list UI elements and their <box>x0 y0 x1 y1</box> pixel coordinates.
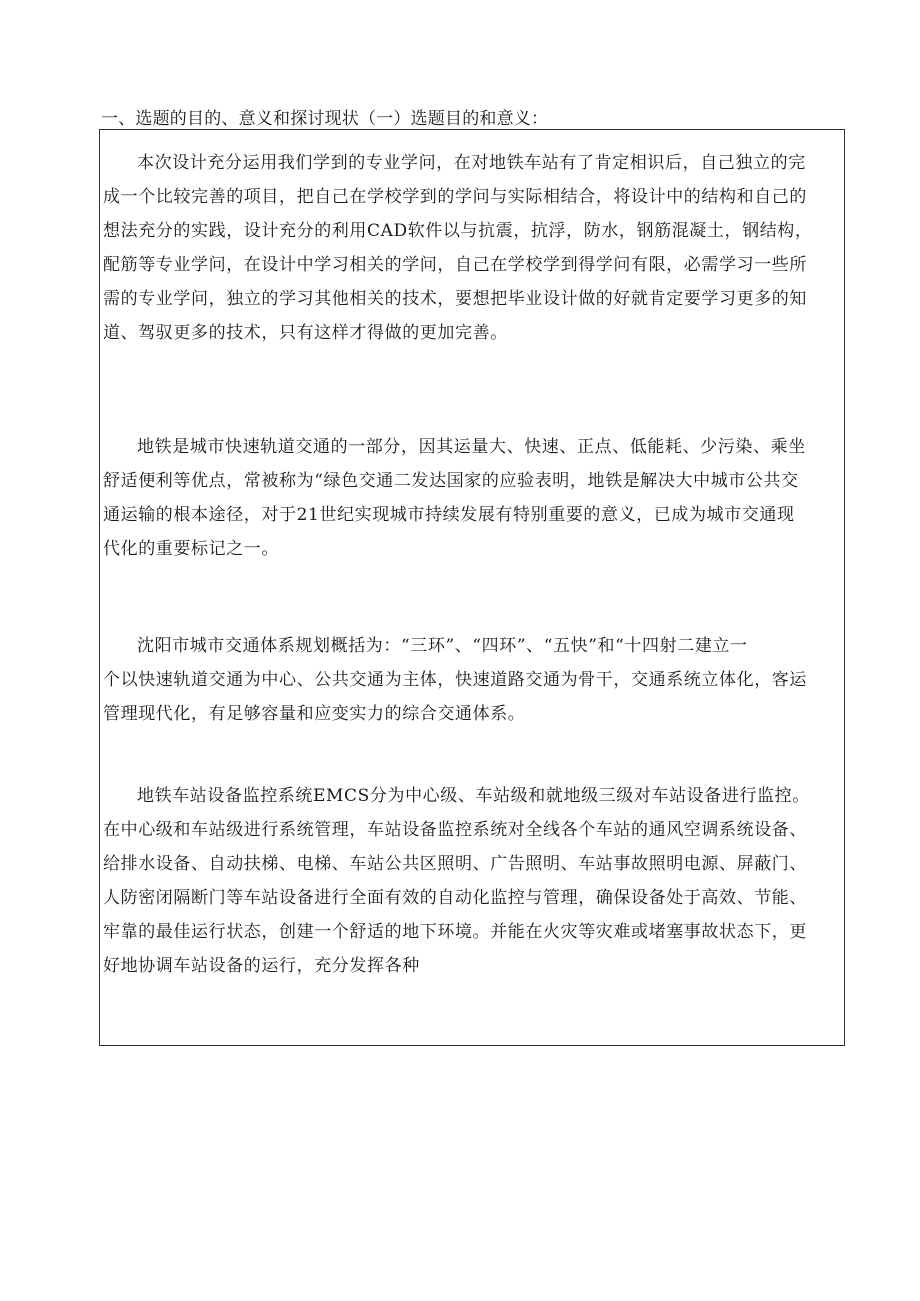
text-line: 牢靠的最佳运行状态，创建一个舒适的地下环境。并能在火灾等灾难或堵塞事故状态下，更 <box>103 922 807 942</box>
paragraph-purpose <box>100 146 846 350</box>
text-line: 道、驾驭更多的技术，只有这样才得做的更加完善。 <box>103 323 508 343</box>
paragraph-metro-overview <box>100 430 846 566</box>
paragraph-shenyang-plan <box>100 629 846 731</box>
text-line: 好地协调车站设备的运行，充分发挥各种 <box>103 956 420 976</box>
text-line: 配筋等专业学问，在设计中学习相关的学问，自己在学校学到得学问有限，必需学习一些所 <box>103 255 807 275</box>
text-line: 给排水设备、自动扶梯、电梯、车站公共区照明、广告照明、车站事故照明电源、屏蔽门、 <box>103 854 807 874</box>
text-line: 本次设计充分运用我们学到的专业学问，在对地铁车站有了肯定相识后，自己独立的完 <box>137 153 806 173</box>
section-heading: 一、选题的目的、意义和探讨现状（一）选题目的和意义： <box>101 109 549 129</box>
text-line: 需的专业学问，独立的学习其他相关的技术，要想把毕业设计做的好就肯定要学习更多的知 <box>103 289 807 309</box>
text-line: 个以快速轨道交通为中心、公共交通为主体，快速道路交通为骨干，交通系统立体化，客运 <box>103 670 807 690</box>
text-line: 在中心级和车站级进行系统管理，车站设备监控系统对全线各个车站的通风空调系统设备、 <box>103 820 807 840</box>
paragraph-emcs <box>100 779 846 983</box>
text-line: 代化的重要标记之一。 <box>103 539 279 559</box>
text-line: 管理现代化，有足够容量和应变实力的综合交通体系。 <box>103 704 526 724</box>
text-line: 沈阳市城市交通体系规划概括为：“三环”、“四环”、“五快”和“十四射二建立一 <box>137 636 748 656</box>
text-line: 舒适便利等优点，常被称为“绿色交通二发达国家的应验表明，地铁是解决大中城市公共交 <box>103 471 799 491</box>
text-line: 成一个比较完善的项目，把自己在学校学到的学问与实际相结合，将设计中的结构和自己的 <box>103 187 807 207</box>
text-line: 想法充分的实践，设计充分的利用CAD软件以与抗震，抗浮，防水，钢筋混凝土，钢结构， <box>103 221 813 241</box>
content-box <box>99 129 845 1046</box>
text-line: 通运输的根本途径，对于21世纪实现城市持续发展有特别重要的意义，已成为城市交通现 <box>103 505 795 525</box>
text-line: 人防密闭隔断门等车站设备进行全面有效的自动化监控与管理，确保设备处于高效、节能、 <box>103 888 807 908</box>
text-line: 地铁是城市快速轨道交通的一部分，因其运量大、快速、正点、低能耗、少污染、乘坐 <box>137 437 806 457</box>
text-line: 地铁车站设备监控系统EMCS分为中心级、车站级和就地级三级对车站设备进行监控。 <box>137 786 810 806</box>
